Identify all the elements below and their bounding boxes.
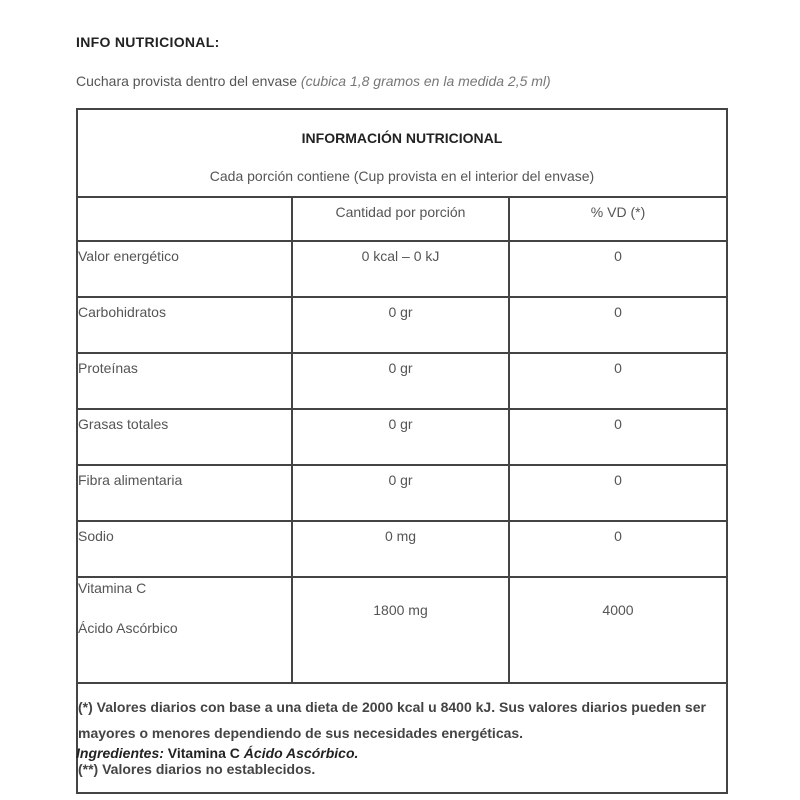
row-amount: 0 kcal – 0 kJ (292, 241, 509, 297)
table-row (77, 241, 727, 297)
row-vd: 0 (509, 409, 727, 465)
row-amount: 0 gr (292, 353, 509, 409)
footnote-daily-values: (*) Valores diarios con base a una dieta de 2000 kcal u 8400 kJ. Sus valores diarios pueden ser mayores o menores dependiendo de sus necesidades energéticas. (78, 699, 706, 741)
vitamin-label-line2: Ácido Ascórbico (78, 620, 178, 636)
row-vd: 0 (509, 465, 727, 521)
table-row (77, 465, 727, 521)
vitamin-amount: 1800 mg (292, 577, 509, 683)
row-amount: 0 gr (292, 409, 509, 465)
header-amount: Cantidad por porción (292, 197, 509, 241)
row-vd: 0 (509, 353, 727, 409)
row-amount: 0 gr (292, 297, 509, 353)
row-amount: 0 mg (292, 521, 509, 577)
nutrition-table (76, 108, 728, 794)
table-title-cell (77, 109, 727, 197)
spoon-detail: (cubica 1,8 gramos en la medida 2,5 ml) (300, 73, 551, 89)
ingredients-label: Ingredientes: (76, 745, 164, 761)
vitamin-label-line1: Vitamina C (78, 580, 147, 596)
row-vd: 0 (509, 297, 727, 353)
spoon-text: Cuchara provista dentro del envase (76, 73, 298, 89)
footnote-not-established: (**) Valores diarios no establecidos. (78, 761, 316, 777)
header-vd: % VD (*) (509, 197, 727, 241)
table-row (77, 353, 727, 409)
vitamin-vd: 4000 (509, 577, 727, 683)
ingredients-value: Vitamina C (167, 745, 240, 761)
page-heading: INFO NUTRICIONAL: (76, 34, 220, 50)
table-subtitle: Cada porción contiene (Cup provista en el interior del envase) (209, 168, 595, 184)
footnotes-cell (77, 683, 727, 793)
serving-spoon-note (76, 73, 551, 89)
table-row (77, 409, 727, 465)
table-header-row (77, 197, 727, 241)
row-label: Carbohidratos (77, 297, 292, 353)
header-empty (77, 197, 292, 241)
row-amount: 0 gr (292, 465, 509, 521)
table-row (77, 297, 727, 353)
row-label: Fibra alimentaria (77, 465, 292, 521)
ingredients-value-italic: Ácido Ascórbico. (243, 745, 359, 761)
table-title: INFORMACIÓN NUTRICIONAL (301, 130, 503, 146)
row-vd: 0 (509, 521, 727, 577)
row-label: Sodio (77, 521, 292, 577)
vitamin-label-cell (77, 577, 292, 683)
table-row (77, 521, 727, 577)
ingredients-line (76, 745, 358, 761)
row-label: Valor energético (77, 241, 292, 297)
row-label: Proteínas (77, 353, 292, 409)
row-label: Grasas totales (77, 409, 292, 465)
row-vd: 0 (509, 241, 727, 297)
table-row-vitamin (77, 577, 727, 683)
